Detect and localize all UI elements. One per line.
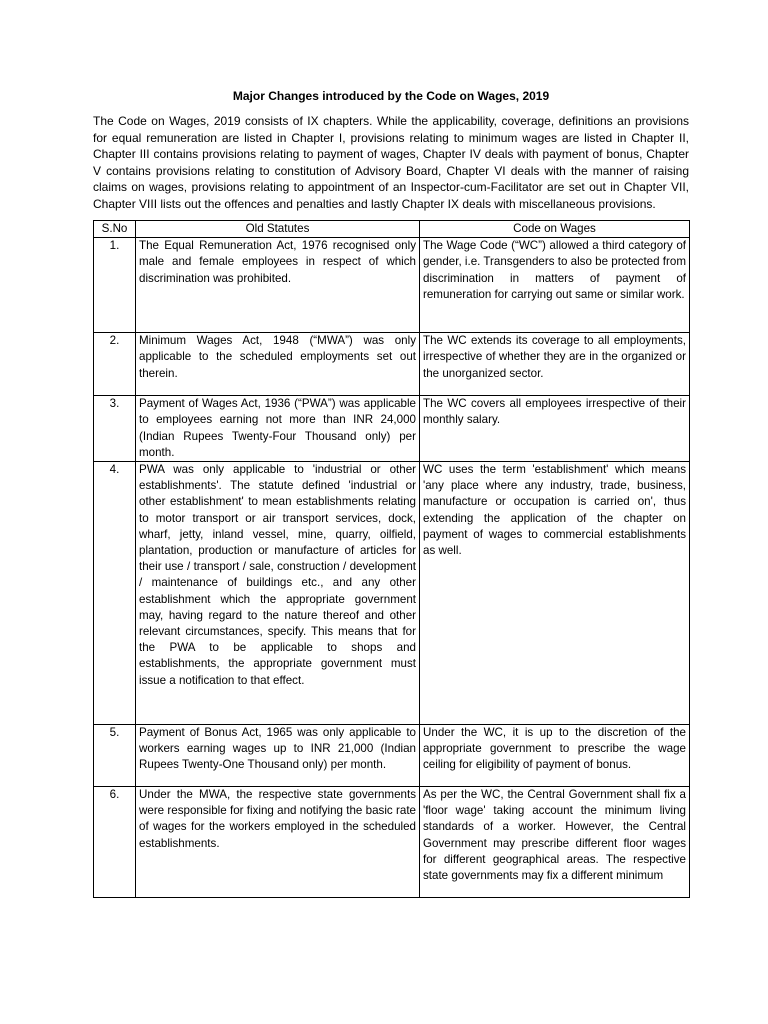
- old-statute-cell: Payment of Bonus Act, 1965 was only applicable to workers earning wages up to INR 21,000 (Indian Rupees Twenty-One Thousand only) per month.: [136, 725, 420, 787]
- header-code-on-wages: Code on Wages: [420, 221, 690, 238]
- header-old-statutes: Old Statutes: [136, 221, 420, 238]
- row-number: 1.: [94, 238, 136, 333]
- old-statute-cell: Minimum Wages Act, 1948 (“MWA”) was only applicable to the scheduled employments set out therein.: [136, 333, 420, 396]
- table-row: [94, 462, 690, 725]
- document-title: Major Changes introduced by the Code on Wages, 2019: [232, 89, 550, 103]
- comparison-table: [93, 220, 690, 898]
- old-statute-cell: Payment of Wages Act, 1936 (“PWA”) was applicable to employees earning not more than INR 24,000 (Indian Rupees Twenty-Four Thousand only) per month.: [136, 396, 420, 462]
- code-on-wages-cell: Under the WC, it is up to the discretion of the appropriate government to prescribe the wage ceiling for eligibility of payment of bonus.: [420, 725, 690, 787]
- old-statute-cell: Under the MWA, the respective state governments were responsible for fixing and notifying the basic rate of wages for the workers employed in the scheduled establishments.: [136, 787, 420, 898]
- code-on-wages-cell: As per the WC, the Central Government shall fix a 'floor wage' taking account the minimum living standards of a worker. However, the Central Government may prescribe different floor wages for different geographical areas. The respective state governments may fix a different minimum: [420, 787, 690, 898]
- code-on-wages-cell: The WC covers all employees irrespective of their monthly salary.: [420, 396, 690, 462]
- row-number: 2.: [94, 333, 136, 396]
- row-number: 6.: [94, 787, 136, 898]
- document-page: [93, 88, 689, 898]
- code-on-wages-cell: The WC extends its coverage to all employments, irrespective of whether they are in the organized or the unorganized sector.: [420, 333, 690, 396]
- table-row: [94, 238, 690, 333]
- table-row: [94, 396, 690, 462]
- table-header-row: [94, 221, 690, 238]
- old-statute-cell: PWA was only applicable to 'industrial or other establishments'. The statute defined 'industrial or other establishment' to mean establishments relating to motor transport or air transport services, dock, wharf, jetty, inland vessel, mine, quarry, oilfield, plantation, production or manufacture of articles for their use / transport / sale, construction / development / maintenance of buildings etc., and any other establishment which the appropriate government may, having regard to the nature thereof and other relevant circumstances, specify. This means that for the PWA to be applicable to shops and establishments, the appropriate government must issue a notification to that effect.: [136, 462, 420, 725]
- table-row: [94, 787, 690, 898]
- code-on-wages-cell: WC uses the term 'establishment' which means 'any place where any industry, trade, business, manufacture or occupation is carried on', thus extending the application of the chapter on payment of wages to commercial establishments as well.: [420, 462, 690, 725]
- code-on-wages-cell: The Wage Code (“WC”) allowed a third category of gender, i.e. Transgenders to also be protected from discrimination in matters of payment of remuneration for carrying out same or similar work.: [420, 238, 690, 333]
- row-number: 4.: [94, 462, 136, 725]
- intro-paragraph: The Code on Wages, 2019 consists of IX chapters. While the applicability, coverage, definitions an provisions for equal remuneration are listed in Chapter I, provisions relating to minimum wages are listed in Chapter II, Chapter III contains provisions relating to payment of wages, Chapter IV deals with payment of bonus, Chapter V contains provisions relating to constitution of Advisory Board, Chapter VI deals with the manner of raising claims on wages, provisions relating to appointment of an Inspector-cum-Facilitator are set out in Chapter VII, Chapter VIII lists out the offences and penalties and lastly Chapter IX deals with miscellaneous provisions.: [93, 114, 689, 211]
- row-number: 3.: [94, 396, 136, 462]
- table-row: [94, 333, 690, 396]
- header-sno: S.No: [94, 221, 136, 238]
- old-statute-cell: The Equal Remuneration Act, 1976 recognised only male and female employees in respect of which discrimination was prohibited.: [136, 238, 420, 333]
- table-row: [94, 725, 690, 787]
- row-number: 5.: [94, 725, 136, 787]
